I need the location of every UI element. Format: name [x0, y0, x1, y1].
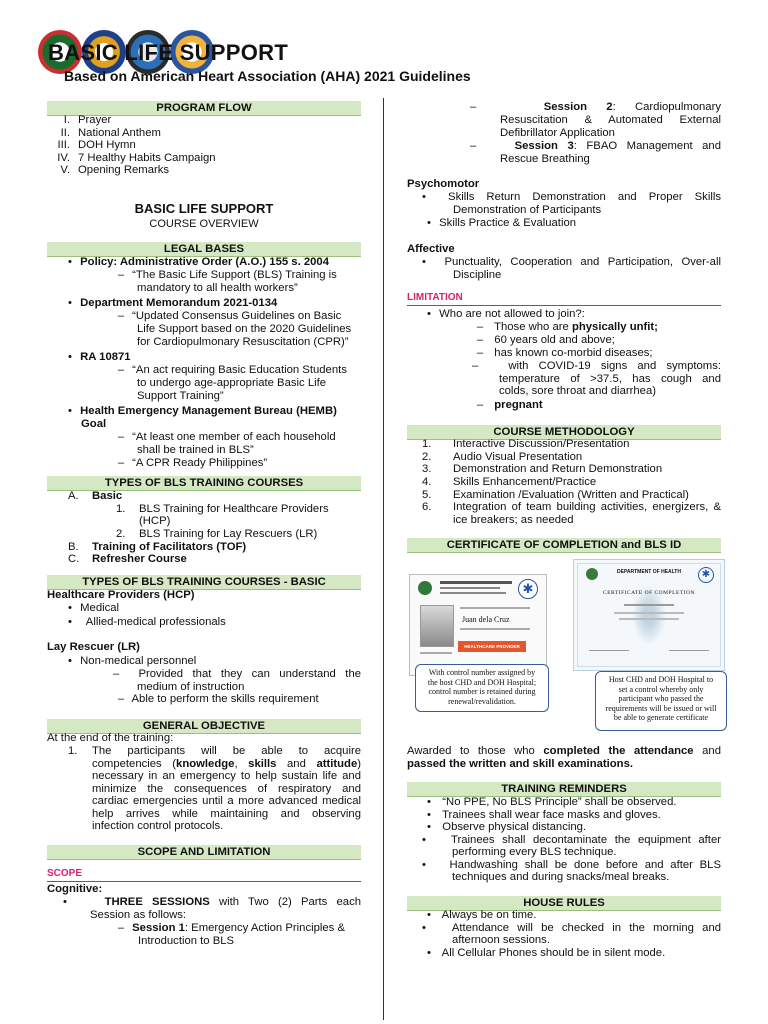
list-item [422, 438, 721, 451]
list-text: performing every BLS technique. [452, 846, 617, 858]
dash: – [476, 347, 484, 359]
list-text: has known co-morbid diseases; [494, 347, 653, 359]
objective-text [92, 745, 361, 833]
dash: – [476, 334, 484, 346]
bullet: • [63, 896, 67, 908]
text-run: Session 2 [543, 101, 613, 113]
list-item [68, 528, 361, 541]
house-rules-heading: HOUSE RULES [407, 896, 721, 911]
list-text: Non-medical personnel [80, 655, 197, 667]
callout-line: participant who passed the [618, 694, 704, 704]
list-item [63, 431, 361, 444]
text-run: Awarded to those who [407, 745, 544, 757]
list-item [422, 947, 721, 960]
list-number: 2. [116, 527, 126, 540]
list-item [422, 347, 721, 360]
list-item [422, 321, 721, 334]
bullet: • [427, 217, 431, 229]
list-item [422, 859, 721, 872]
callout-line: Host CHD and DOH Hospital to [608, 675, 714, 684]
list-item [63, 655, 361, 668]
quote-text: “The Basic Life Support (BLS) Training is [132, 269, 337, 281]
list-item [422, 256, 721, 269]
list-text: ice breakers; as needed [453, 514, 574, 527]
list-text: 60 years old and above; [494, 334, 615, 346]
list-text: medium of instruction [137, 680, 245, 693]
list-text: Refresher Course [92, 553, 187, 565]
lr-list [63, 655, 361, 706]
list-letter: A. [68, 490, 79, 502]
bullet: • [427, 946, 431, 959]
methodology-list [422, 438, 721, 527]
text-run: attitude [316, 757, 358, 770]
text-run: and [693, 745, 721, 757]
list-text: DOH Hymn [78, 139, 136, 151]
list-text: Medical [80, 602, 120, 614]
list-text: Provided that they can understand the [138, 668, 362, 680]
quote-text: shall be trained in BLS” [137, 444, 254, 456]
quote-text: to undergo age-appropriate Basic Life [137, 377, 327, 389]
dash: – [470, 101, 477, 113]
list-number: 1. [422, 438, 432, 450]
bullet: • [68, 655, 72, 667]
list-text: Trainees shall wear face masks and gloves. [442, 808, 661, 821]
list-item [68, 503, 361, 516]
dash: – [117, 364, 125, 376]
page-title: BASIC LIFE SUPPORT [48, 40, 289, 65]
list-item [422, 922, 721, 935]
list-text: 7 Healthy Habits Campaign [78, 151, 216, 164]
objective-line: The participants will be able to acquire [92, 745, 361, 757]
bullet: • [68, 602, 72, 614]
callout-left [415, 664, 549, 712]
list-item [48, 114, 216, 127]
objective-line: minimize the consequences of respiratory and [92, 782, 361, 795]
text-run: ) [357, 757, 361, 770]
dash: – [117, 310, 125, 322]
callout-line: renewal/revalidation. [448, 696, 516, 706]
quote-text: for Cardiopulmonary Resuscitation (CPR)” [137, 336, 349, 348]
list-text: Interactive Discussion/Presentation [453, 438, 630, 450]
list-text: Demonstration of Participants [453, 203, 602, 216]
list-text: Rescue Breathing [500, 152, 590, 165]
reminders-heading: TRAINING REMINDERS [407, 782, 721, 797]
psychomotor-list [422, 191, 721, 230]
list-text: Demonstration and Return Demonstration [453, 463, 663, 476]
list-item [422, 489, 721, 502]
callout-line: the host CHD and DOH Hospital; [427, 677, 537, 687]
methodology-heading: COURSE METHODOLOGY [407, 425, 721, 440]
signature-line [589, 650, 629, 651]
callout-line: With control number assigned by [428, 668, 536, 677]
dash: – [470, 139, 477, 152]
list-text: (HCP) [139, 515, 171, 527]
text-run: : Cardiopulmonary [612, 101, 721, 113]
dash: – [117, 693, 125, 705]
text-run: physically unfit; [571, 321, 658, 333]
list-text: techniques and during snacks/meal breaks. [452, 871, 670, 883]
hcp-item [63, 616, 226, 629]
list-text: Handwashing shall be done before and after BLS [449, 858, 721, 871]
list-number: V. [60, 164, 70, 176]
bullet: • [422, 191, 426, 203]
quote-text: “At least one member of each household [132, 431, 336, 443]
bullet: • [68, 405, 72, 417]
list-text: “No PPE, No BLS Principle” shall be observed. [442, 796, 677, 808]
program-flow-list [48, 114, 216, 177]
list-text: Session as follows: [90, 908, 187, 921]
callout-line: control number is retained during [428, 687, 536, 697]
text-run: Those who are [494, 321, 572, 333]
quote-text: Support Training” [137, 390, 224, 402]
scope-limitation-heading: SCOPE AND LIMITATION [47, 845, 361, 860]
list-text: Opening Remarks [78, 164, 170, 176]
list-item [48, 152, 216, 165]
legal-bases-list [63, 256, 361, 470]
list-number: 6. [422, 501, 432, 514]
list-text: Skills Practice & Evaluation [439, 217, 577, 229]
certificate-heading: CERTIFICATE OF COMPLETION and BLS ID [407, 538, 721, 553]
list-item [422, 334, 721, 347]
list-number: 1. [68, 745, 78, 757]
text-run: : Emergency Action Principles & [184, 922, 345, 934]
list-text: Defibrillator Application [500, 126, 615, 139]
list-item [48, 139, 216, 152]
bullet: • [68, 616, 72, 628]
list-text: Allied-medical professionals [85, 616, 226, 628]
program-flow-heading: PROGRAM FLOW [47, 101, 361, 116]
list-text: Who are not allowed to join?: [439, 308, 585, 320]
bullet: • [427, 909, 431, 921]
session-2-item [470, 101, 721, 166]
list-text: Skills Enhancement/Practice [453, 476, 597, 489]
list-text: Audio Visual Presentation [453, 450, 583, 463]
quote-text: Life Support based on the 2020 Guidelines [137, 323, 352, 335]
list-text: BLS Training for Lay Rescuers (LR) [139, 527, 318, 540]
certificate-dept: DEPARTMENT OF HEALTH [617, 569, 681, 575]
hcp-item [63, 602, 119, 615]
list-item [422, 476, 721, 489]
course-title: BASIC LIFE SUPPORT [134, 201, 274, 216]
hemb-title: Health Emergency Management Bureau (HEMB) [80, 405, 337, 417]
callout-line: be able to generate certificate [613, 713, 709, 723]
list-text: Able to perform the skills requirement [131, 693, 319, 705]
list-item [63, 457, 361, 470]
affective-list [422, 256, 721, 282]
reminders-list [422, 796, 721, 884]
star-of-life-icon: ✱ [518, 579, 538, 599]
list-item [63, 256, 361, 269]
list-text: temperature of >37.5, has cough and [499, 372, 721, 385]
list-text: Examination /Evaluation (Written and Practical) [453, 488, 689, 501]
list-item [63, 351, 361, 364]
certificate-line [624, 604, 674, 606]
list-text: Always be on time. [441, 909, 537, 921]
affective-heading: Affective [407, 243, 455, 255]
list-item [68, 490, 361, 503]
certificate-of-completion [573, 559, 725, 671]
list-item [422, 796, 721, 809]
general-objective-heading: GENERAL OBJECTIVE [47, 719, 361, 734]
list-text: Introduction to BLS [138, 934, 235, 947]
memo-title: Department Memorandum 2021-0134 [80, 297, 278, 309]
list-item [422, 834, 721, 847]
id-header-line [440, 587, 500, 589]
house-rules-list [422, 909, 721, 959]
text-run: , [234, 757, 249, 770]
objective-line: infection control protocols. [92, 820, 224, 832]
list-text: National Anthem [78, 126, 161, 139]
list-item [422, 909, 721, 922]
list-item [63, 922, 361, 935]
ra-title: RA 10871 [80, 351, 131, 363]
list-number: 5. [422, 488, 432, 501]
list-text: colds, sore throat and diarrhea) [499, 385, 656, 397]
list-text: Resuscitation & Automated External [500, 114, 721, 126]
doh-seal-logo [418, 581, 432, 595]
list-text: BLS Training for Healthcare Providers [139, 502, 329, 515]
text-run: THREE SESSIONS [104, 896, 210, 908]
certificate-line [619, 618, 679, 620]
list-number: 2. [422, 450, 432, 463]
bls-id-photo [420, 605, 454, 647]
list-number: 1. [116, 502, 126, 515]
quote-text: “A CPR Ready Philippines” [132, 457, 268, 469]
types-heading: TYPES OF BLS TRAINING COURSES [47, 476, 361, 491]
list-number: III. [57, 139, 70, 151]
list-text: Prayer [78, 114, 112, 126]
list-number: I. [63, 114, 70, 126]
scope-label: SCOPE [47, 868, 361, 882]
list-number: 4. [422, 476, 432, 489]
list-text: Attendance will be checked in the morning and [451, 921, 722, 934]
page-subtitle: Based on American Heart Association (AHA) 2021 Guidelines [64, 68, 471, 84]
list-text: Training of Facilitators (TOF) [92, 540, 247, 553]
list-text: Punctuality, Cooperation and Participation, Over-all [444, 256, 721, 268]
cognitive-list [63, 896, 361, 947]
id-label-line [460, 628, 530, 630]
id-name: Juan dela Cruz [462, 615, 510, 624]
list-item [422, 191, 721, 204]
cognitive-heading: Cognitive: [47, 883, 103, 895]
list-item [422, 821, 721, 834]
bullet: • [427, 821, 431, 833]
list-number: IV. [57, 151, 70, 164]
list-item [63, 693, 361, 706]
certificate-line [614, 612, 684, 614]
list-item [422, 463, 721, 476]
list-item [68, 541, 361, 554]
list-text: Discipline [453, 268, 502, 281]
callout-right [595, 671, 727, 731]
callout-line: set a control whereby only [618, 684, 704, 694]
list-text: Skills Return Demonstration and Proper Skills [448, 191, 721, 203]
dash: – [117, 922, 125, 934]
bullet: • [68, 351, 72, 363]
policy-title: Policy: Administrative Order (A.O.) 155 s. 2004 [80, 256, 329, 268]
callout-line: requirements will be issued or will [605, 703, 717, 713]
column-divider [383, 98, 384, 1020]
text-run: skills [248, 757, 277, 770]
list-number: 3. [422, 463, 432, 476]
bullet: • [427, 808, 431, 821]
hemb-goal: Goal [81, 418, 107, 430]
list-item [422, 308, 721, 321]
list-item [422, 217, 721, 230]
objective-intro: At the end of the training: [47, 732, 174, 744]
dash: – [117, 457, 125, 469]
awarded-line [407, 745, 721, 758]
list-item [48, 127, 216, 140]
list-item [470, 139, 721, 153]
psychomotor-heading: Psychomotor [407, 178, 480, 190]
list-item [63, 269, 361, 282]
text-run: completed the attendance [543, 745, 694, 757]
limitation-label: LIMITATION [407, 292, 721, 306]
limitation-list [422, 308, 721, 412]
list-text: All Cellular Phones should be in silent mode. [441, 946, 666, 959]
id-band: HEALTHCARE PROVIDER [458, 641, 526, 652]
id-label-line [460, 607, 530, 609]
objective-line [92, 758, 361, 771]
dash: – [117, 431, 125, 443]
dash: – [476, 398, 484, 411]
id-header-line [440, 581, 512, 584]
types-basic-heading: TYPES OF BLS TRAINING COURSES - BASIC [47, 575, 361, 590]
bullet: • [422, 858, 426, 871]
list-text: with COVID-19 signs and symptoms: [508, 360, 721, 372]
list-item [63, 297, 361, 310]
list-item [63, 310, 361, 323]
text-run: : FBAO Management and [573, 139, 721, 152]
bullet: • [422, 256, 426, 268]
bls-id-card [409, 574, 547, 676]
list-text: Integration of team building activities, energizers, & [453, 501, 721, 514]
bullet: • [427, 308, 431, 320]
awarded-text [407, 745, 721, 771]
bullet: • [422, 833, 426, 846]
list-text: Basic [92, 490, 123, 502]
list-item [68, 553, 361, 566]
text-run: and [276, 757, 317, 770]
dash: – [113, 668, 120, 680]
list-letter: B. [68, 540, 79, 553]
star-of-life-icon: ✱ [698, 567, 714, 583]
watermark-emblem [629, 580, 669, 650]
lr-heading: Lay Rescuer (LR) [47, 641, 140, 653]
hcp-heading: Healthcare Providers (HCP) [47, 589, 195, 601]
bullet: • [427, 796, 431, 808]
list-letter: C. [68, 553, 80, 565]
list-item [422, 360, 721, 373]
list-item [422, 399, 721, 412]
text-run: competencies ( [92, 757, 177, 770]
types-list [68, 490, 361, 566]
dash: – [476, 321, 484, 333]
awarded-line: passed the written and skill examinations. [407, 758, 634, 770]
bullet: • [422, 921, 426, 934]
list-item [63, 364, 361, 377]
dash: – [117, 269, 125, 281]
list-item [422, 809, 721, 822]
objective-line: necessary in an emergency to help sustain life and [92, 770, 361, 782]
legal-bases-heading: LEGAL BASES [47, 242, 361, 257]
id-label-line [420, 652, 452, 654]
id-header-line [440, 592, 506, 594]
text-run: knowledge [176, 757, 235, 770]
dash: – [472, 360, 479, 372]
list-item [470, 101, 721, 114]
certificate-title: CERTIFICATE OF COMPLETION [603, 590, 695, 596]
list-text: afternoon sessions. [452, 934, 550, 946]
bullet: • [68, 256, 72, 268]
objective-line: help arrives while maintaining and observing [92, 807, 361, 820]
quote-text: “Updated Consensus Guidelines on Basic [132, 310, 342, 322]
list-item [63, 405, 361, 418]
text-run: Session 3 [514, 139, 574, 152]
list-number: II. [60, 126, 70, 139]
list-text: Trainees shall decontaminate the equipment after [451, 833, 721, 846]
quote-text: mandatory to all health workers” [137, 282, 298, 294]
list-text: Observe physical distancing. [442, 821, 587, 833]
signature-line [669, 650, 709, 651]
list-item [63, 668, 361, 681]
bullet: • [68, 297, 72, 309]
text-run: Session 1 [132, 922, 185, 934]
list-item [422, 501, 721, 514]
list-item [422, 451, 721, 464]
quote-text: “An act requiring Basic Education Students [132, 364, 347, 376]
list-text: pregnant [494, 398, 543, 411]
list-item [63, 896, 361, 909]
course-subtitle: COURSE OVERVIEW [149, 218, 259, 230]
list-item [48, 164, 216, 177]
text-run: with Two (2) Parts each [209, 896, 361, 908]
objective-line: cardiac emergencies until a more advanced medical [92, 795, 361, 807]
